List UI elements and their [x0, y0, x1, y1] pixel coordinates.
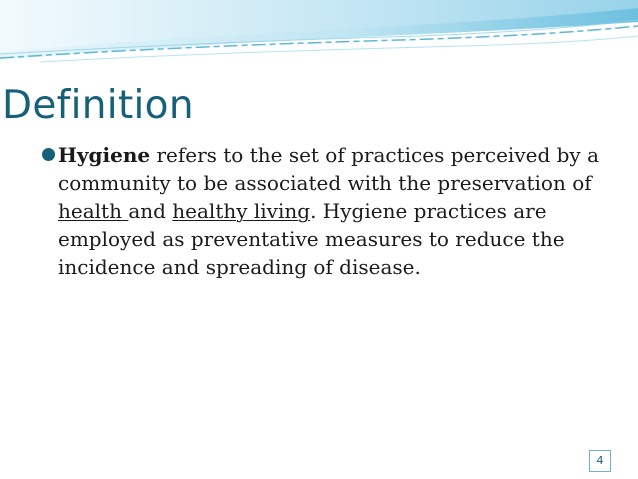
link-healthy-living[interactable]: healthy living [172, 199, 311, 223]
definition-bullet [58, 141, 603, 281]
link-health[interactable]: health [58, 199, 129, 223]
page-number-badge [589, 450, 611, 472]
definition-text-2: and [128, 199, 173, 223]
term-hygiene: Hygiene [58, 143, 151, 167]
definition-text-1: refers to the set of practices perceived by a community to be associated with the preservation of [58, 143, 599, 195]
bullet-icon [42, 148, 55, 161]
definition-text-3: . Hygiene practices are employed as preventative measures to reduce the incidence and spreading of disease. [58, 199, 565, 279]
page-number: 4 [596, 454, 604, 467]
slide-title: Definition [2, 83, 194, 128]
header-wave-decoration [0, 0, 638, 80]
